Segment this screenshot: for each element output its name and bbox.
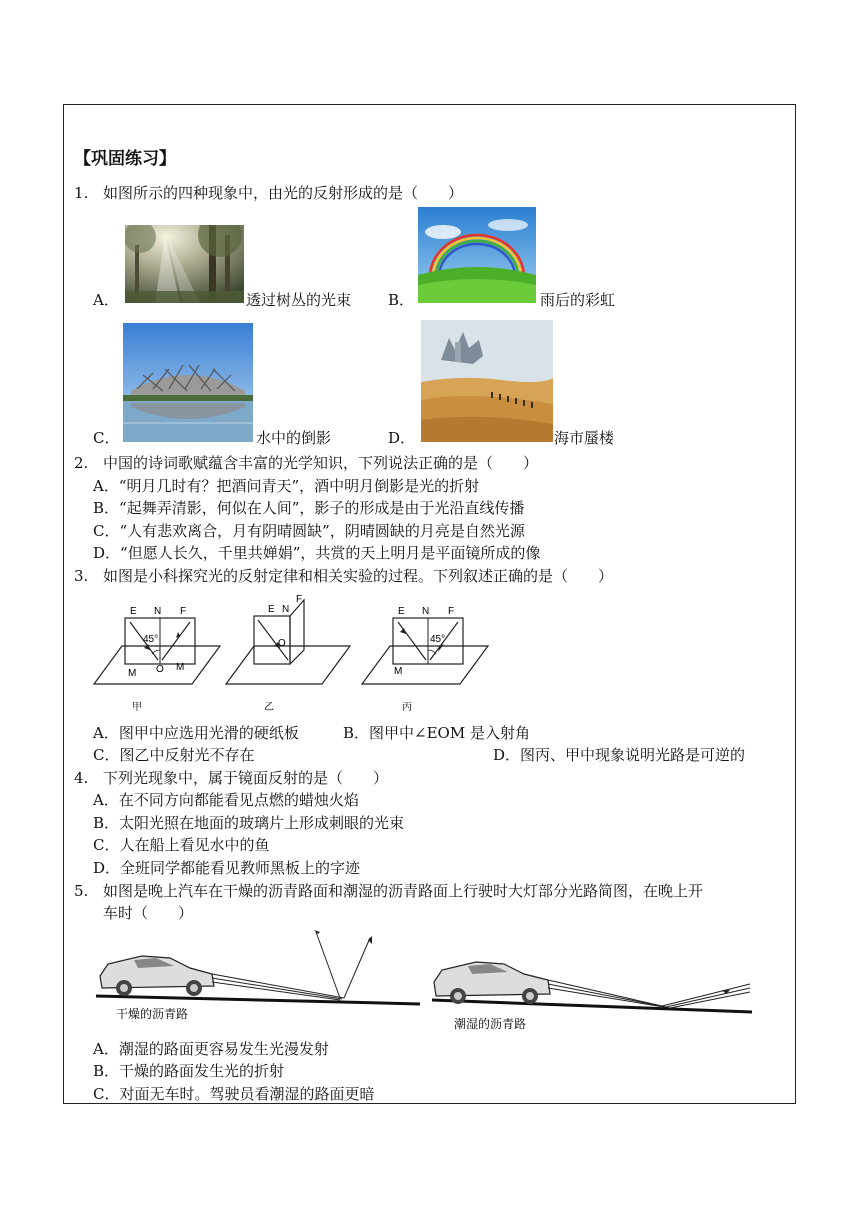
q2-option-d: D．“但愿人长久，千里共婵娟”，共赏的天上明月是平面镜所成的像 [93, 544, 541, 562]
label-n: N [422, 606, 430, 617]
label-m: M [394, 666, 403, 677]
label-o: O [156, 664, 164, 675]
label-wet-road: 潮湿的沥青路 [454, 1017, 527, 1031]
q5-stem-line1: 如图是晚上汽车在干燥的沥青路面和潮湿的沥青路面上行驶时大灯部分光路简图，在晚上开 [103, 882, 704, 900]
q3-option-d: D．图丙、甲中现象说明光路是可逆的 [493, 746, 746, 764]
photo-desert-mirage [421, 320, 553, 442]
label-e: E [130, 606, 137, 617]
q3-number: 3. [74, 567, 89, 585]
q1-option-b-letter: B． [388, 291, 415, 309]
q1-option-c-letter: C． [93, 429, 120, 447]
q4-option-b: B．太阳光照在地面的玻璃片上形成刺眼的光束 [93, 814, 405, 832]
q1-option-a-text: 透过树丛的光束 [246, 291, 352, 309]
q2-option-c: C．“人有悲欢离合，月有阴晴圆缺”，阴晴圆缺的月亮是自然光源 [93, 522, 525, 540]
q3-figure-yi [224, 592, 354, 712]
q2-number: 2. [74, 454, 89, 472]
q1-option-d-letter: D． [388, 429, 416, 447]
label-f: F [180, 606, 187, 617]
label-n: N [282, 604, 290, 615]
q4-stem: 下列光现象中，属于镜面反射的是（ ） [103, 769, 389, 787]
label-f: F [296, 594, 303, 605]
q5-stem-line2: 车时（ ） [103, 904, 194, 922]
q4-option-a: A．在不同方向都能看见点燃的蜡烛火焰 [93, 791, 359, 809]
label-e: E [268, 604, 275, 615]
photo-rainbow [418, 207, 536, 303]
q5-option-b: B．干燥的路面发生光的折射 [93, 1062, 285, 1080]
q2-option-a: A．“明月几时有？把酒问青天”，酒中明月倒影是光的折射 [93, 477, 480, 495]
q4-option-d: D．全班同学都能看见教师黑板上的字迹 [93, 859, 361, 877]
q3-figure-bing [360, 598, 490, 713]
q1-option-a-letter: A． [93, 291, 119, 309]
q4-option-c: C．人在船上看见水中的鱼 [93, 836, 270, 854]
q2-option-b: B．“起舞弄清影，何似在人间”，影子的形成是由于光沿直线传播 [93, 499, 525, 517]
label-yi: 乙 [264, 702, 274, 712]
q5-option-c: C．对面无车时。驾驶员看潮湿的路面更暗 [93, 1085, 375, 1103]
q1-stem: 如图所示的四种现象中，由光的反射形成的是（ ） [103, 184, 464, 202]
label-f: F [448, 606, 455, 617]
photo-tree-light-beams [125, 225, 244, 303]
q3-figure-jia [92, 598, 222, 713]
q3-stem: 如图是小科探究光的反射定律和相关实验的过程。下列叙述正确的是（ ） [103, 567, 614, 585]
photo-stadium-reflection [123, 323, 253, 442]
label-m2: M [176, 662, 185, 673]
label-angle: 45° [430, 634, 446, 645]
label-e: E [398, 606, 405, 617]
q5-option-a: A．潮湿的路面更容易发生光漫发射 [93, 1040, 329, 1058]
label-m: M [128, 668, 137, 679]
section-title: 【巩固练习】 [74, 149, 176, 169]
q1-option-b-text: 雨后的彩虹 [540, 291, 616, 309]
label-n: N [154, 606, 162, 617]
q5-number: 5. [74, 882, 89, 900]
label-dry-road: 干燥的沥青路 [116, 1007, 189, 1021]
label-o: O [278, 638, 286, 649]
q5-figure-wet-road [430, 950, 760, 1035]
q1-option-c-text: 水中的倒影 [256, 429, 332, 447]
q3-option-b: B．图甲中∠EOM 是入射角 [343, 724, 530, 742]
label-jia: 甲 [132, 702, 142, 713]
q2-stem: 中国的诗词歌赋蕴含丰富的光学知识，下列说法正确的是（ ） [103, 454, 539, 472]
label-angle: 45° [143, 634, 159, 645]
q4-number: 4. [74, 769, 89, 787]
q5-figure-dry-road [94, 930, 424, 1025]
q1-number: 1. [74, 184, 89, 202]
q3-option-a: A．图甲中应选用光滑的硬纸板 [93, 724, 299, 742]
q1-option-d-text: 海市蜃楼 [554, 429, 615, 447]
q3-option-c: C．图乙中反射光不存在 [93, 746, 255, 764]
label-bing: 丙 [402, 702, 412, 713]
